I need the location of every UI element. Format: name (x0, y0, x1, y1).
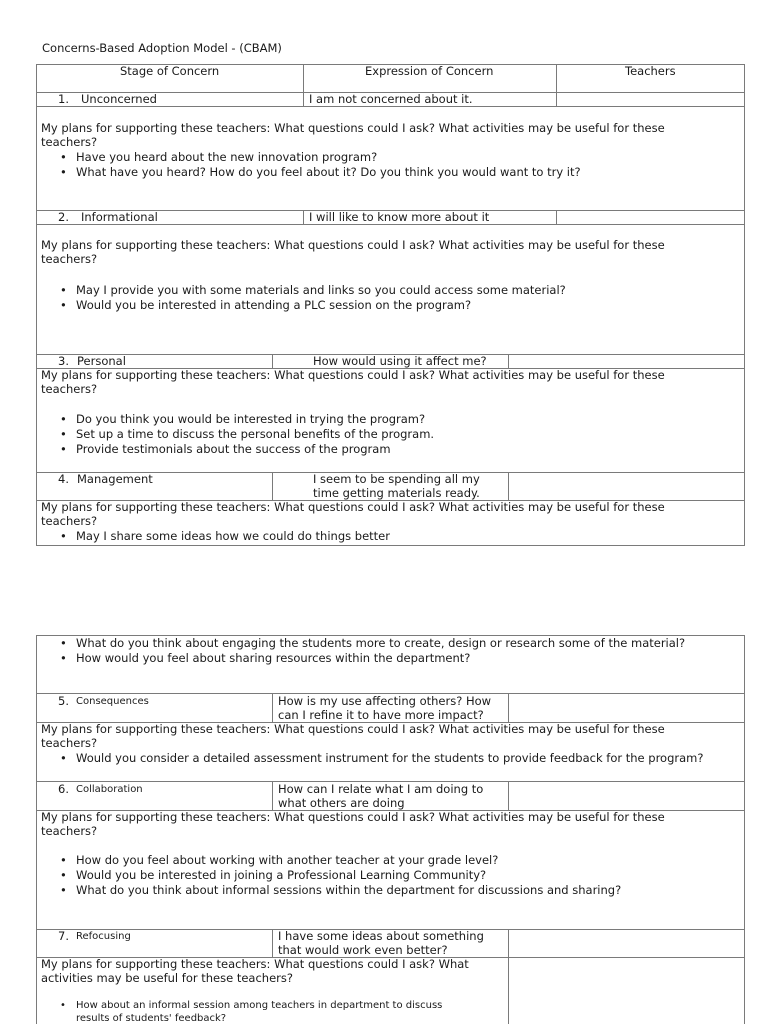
stage-4-number: 4. (58, 472, 69, 486)
stage-4-plans-line2: teachers? (41, 514, 98, 528)
stage-3-plans-line2: teachers? (41, 382, 98, 396)
list-item: • Have you heard about the new innovation program? (40, 150, 581, 165)
stage-1-plans-line2: teachers? (41, 135, 98, 149)
stage-2-expression: I will like to know more about it (309, 210, 490, 224)
list-item: • What have you heard? How do you feel about it? Do you think you would want to try it? (40, 165, 581, 180)
stage-2-bullets (40, 283, 566, 313)
stage-7-plans-line1: My plans for supporting these teachers: What questions could I ask? What (41, 957, 469, 971)
stage-6-name: Collaboration (76, 784, 143, 795)
stage-5-plans-line2: teachers? (41, 736, 98, 750)
header-teachers: Teachers (625, 64, 676, 78)
stage-2-name: Informational (81, 210, 158, 224)
stage-2-plans-line2: teachers? (41, 252, 98, 266)
stage-4-expression-line1: I seem to be spending all my (313, 472, 480, 486)
stage-3-name: Personal (77, 354, 126, 368)
stage-4-plans-line1: My plans for supporting these teachers: What questions could I ask? What activities may be useful for these (41, 500, 665, 514)
stage-7-bullets (40, 999, 442, 1025)
header-expression: Expression of Concern (365, 64, 494, 78)
list-item: results of students' feedback? (76, 1013, 227, 1024)
stage-3-bullets (40, 412, 434, 457)
list-item: • Provide testimonials about the success of the program (40, 442, 434, 457)
stage-7-expression-line2: that would work even better? (278, 943, 448, 957)
list-item: • Do you think you would be interested in trying the program? (40, 412, 434, 427)
stage-5-number: 5. (58, 694, 69, 708)
stage-5-plans-line1: My plans for supporting these teachers: What questions could I ask? What activities may be useful for these (41, 722, 665, 736)
list-item: • Set up a time to discuss the personal benefits of the program. (40, 427, 434, 442)
stage-5-expression-line1: How is my use affecting others? How (278, 694, 492, 708)
stage-6-plans-line1: My plans for supporting these teachers: What questions could I ask? What activities may be useful for these (41, 810, 665, 824)
list-item: • Would you consider a detailed assessment instrument for the students to provide feedback for the program? (40, 751, 703, 766)
list-item: • How about an informal session among teachers in department to discuss (40, 999, 442, 1012)
stage-7-expression-line1: I have some ideas about something (278, 929, 484, 943)
continued-bullets (40, 636, 685, 666)
document-title: Concerns-Based Adoption Model - (CBAM) (42, 41, 282, 55)
stage-6-expression-line1: How can I relate what I am doing to (278, 782, 484, 796)
stage-3-expression: How would using it affect me? (313, 354, 487, 368)
list-item: • Would you be interested in attending a PLC session on the program? (40, 298, 566, 313)
stage-5-bullets (40, 751, 703, 766)
list-item: • What do you think about informal sessions within the department for discussions and sharing? (40, 883, 621, 898)
stage-5-name: Consequences (76, 696, 149, 707)
stage-1-bullets (40, 150, 581, 180)
stage-6-number: 6. (58, 782, 69, 796)
stage-3-number: 3. (58, 354, 69, 368)
stage-5-expression-line2: can I refine it to have more impact? (278, 708, 484, 722)
header-stage: Stage of Concern (120, 64, 220, 78)
list-item: • How would you feel about sharing resources within the department? (40, 651, 685, 666)
stage-1-expression: I am not concerned about it. (309, 92, 473, 106)
stage-3-plans-line1: My plans for supporting these teachers: What questions could I ask? What activities may be useful for these (41, 368, 665, 382)
stage-6-bullets (40, 853, 621, 898)
list-item: • May I provide you with some materials and links so you could access some material? (40, 283, 566, 298)
list-item: • What do you think about engaging the students more to create, design or research some of the material? (40, 636, 685, 651)
stage-7-name: Refocusing (76, 931, 131, 942)
list-item: • May I share some ideas how we could do things better (40, 529, 390, 544)
stage-7-plans-line2: activities may be useful for these teachers? (41, 971, 293, 985)
stage-7-number: 7. (58, 929, 69, 943)
stage-2-number: 2. (58, 210, 69, 224)
list-item: • Would you be interested in joining a Professional Learning Community? (40, 868, 621, 883)
stage-1-number: 1. (58, 92, 69, 106)
stage-1-plans-line1: My plans for supporting these teachers: What questions could I ask? What activities may be useful for these (41, 121, 665, 135)
stage-2-plans-line1: My plans for supporting these teachers: What questions could I ask? What activities may be useful for these (41, 238, 665, 252)
stage-1-name: Unconcerned (81, 92, 157, 106)
stage-4-name: Management (77, 472, 153, 486)
list-item: • How do you feel about working with another teacher at your grade level? (40, 853, 621, 868)
stage-4-expression-line2: time getting materials ready. (313, 486, 480, 500)
stage-6-plans-line2: teachers? (41, 824, 98, 838)
stage-4-bullets (40, 529, 390, 544)
stage-6-expression-line2: what others are doing (278, 796, 405, 810)
